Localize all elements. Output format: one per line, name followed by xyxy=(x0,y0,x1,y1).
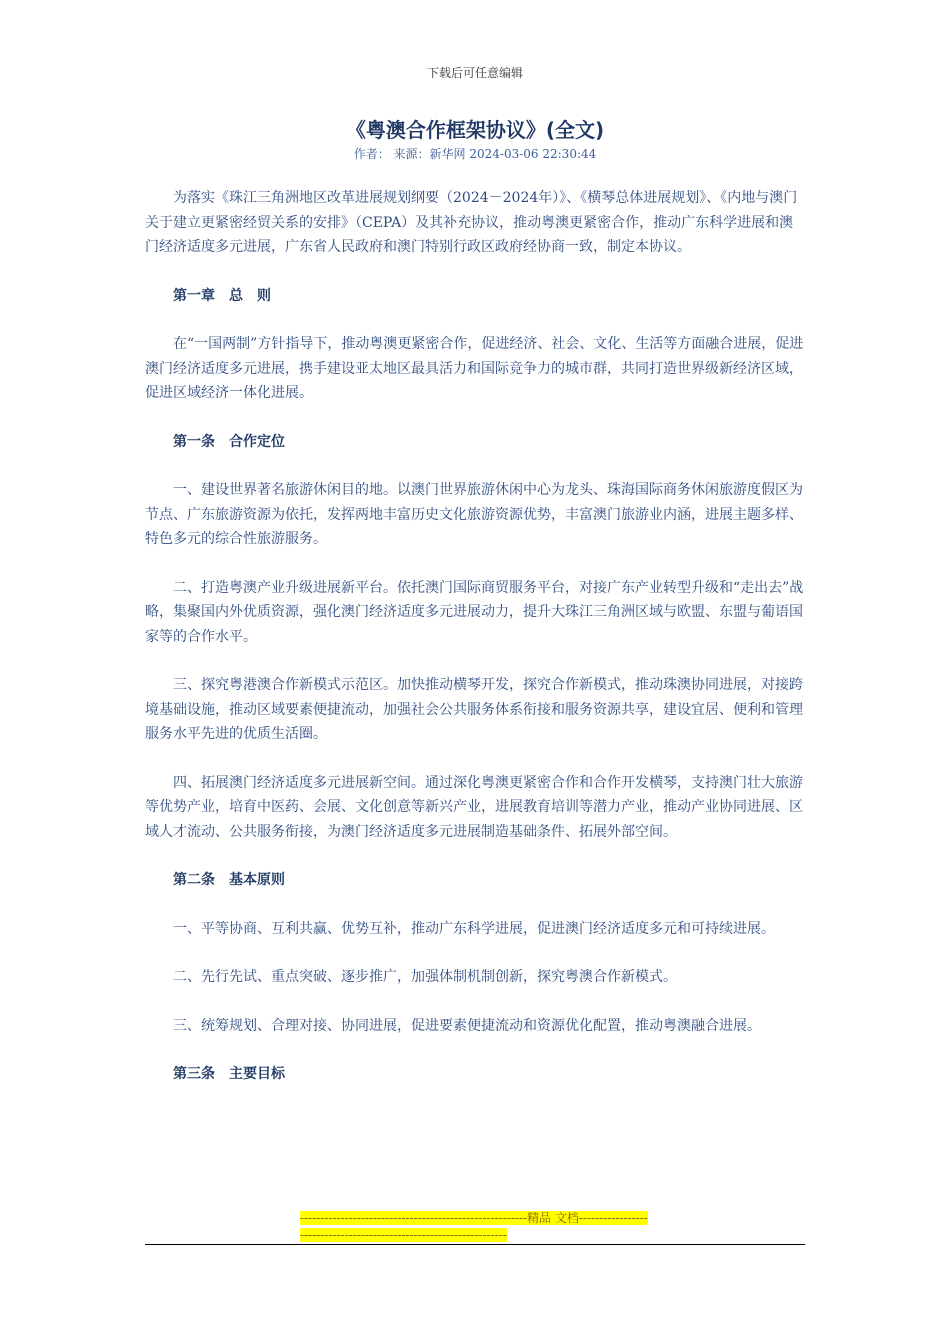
document-meta: 作者： 来源：新华网 2024-03-06 22:30:44 xyxy=(353,147,597,161)
document-title: 《粤澳合作框架协议》(全文) xyxy=(345,118,605,142)
general-paragraph: 在“一国两制”方针指导下，推动粤澳更紧密合作，促进经济、社会、文化、生活等方面融合进展，促进澳门经济适度多元进展，携手建设亚太地区最具活力和国际竞争力的城市群，共同打造世界级新经济区域，促进区域经济一体化进展。 xyxy=(145,336,804,401)
article-2-item-1: 一、平等协商、互利共赢、优势互补，推动广东科学进展，促进澳门经济适度多元和可持续进展。 xyxy=(173,920,775,937)
article-1-item-1: 一、建设世界著名旅游休闲目的地。以澳门世界旅游休闲中心为龙头、珠海国际商务休闲旅游度假区为节点、广东旅游资源为依托，发挥两地丰富历史文化旅游资源优势，丰富澳门旅游业内涵，进展主题多样、特色多元的综合性旅游服务。 xyxy=(145,482,803,547)
top-note: 下载后可任意编辑 xyxy=(426,66,523,80)
article-1-item-2: 二、打造粤澳产业升级进展新平台。依托澳门国际商贸服务平台，对接广东产业转型升级和“走出去”战略，集聚国内外优质资源，强化澳门经济适度多元进展动力，提升大珠江三角洲区域与欧盟、东盟与葡语国家等的合作水平。 xyxy=(145,579,804,645)
footer-watermark-text: --------------------------------------------------------精品 文档-------------------------------------------------------------------- xyxy=(300,1211,648,1242)
article-heading-3: 第三条 主要目标 xyxy=(173,1066,285,1082)
footer-divider xyxy=(145,1244,805,1245)
article-heading-1: 第一条 合作定位 xyxy=(173,433,285,450)
footer-watermark xyxy=(300,1210,650,1244)
article-2-item-2: 二、先行先试、重点突破、逐步推广，加强体制机制创新，探究粤澳合作新模式。 xyxy=(173,969,677,985)
article-1-item-4: 四、拓展澳门经济适度多元进展新空间。通过深化粤澳更紧密合作和合作开发横琴，支持澳门壮大旅游等优势产业，培育中医药、会展、文化创意等新兴产业，进展教育培训等潜力产业，推动产业协同进展、区域人才流动、公共服务衔接，为澳门经济适度多元进展制造基础条件、拓展外部空间。 xyxy=(145,774,803,840)
intro-paragraph: 为落实《珠江三角洲地区改革进展规划纲要（2024－2024年）》、《横琴总体进展规划》、《内地与澳门关于建立更紧密经贸关系的安排》（CEPA）及其补充协议，推动粤澳更紧密合作，推动广东科学进展和澳门经济适度多元进展，广东省人民政府和澳门特别行政区政府经协商一致，制定本协议。 xyxy=(145,190,798,255)
chapter-heading-general: 第一章 总 则 xyxy=(173,287,271,304)
document-body xyxy=(145,186,805,1111)
article-2-item-3: 三、统筹规划、合理对接、协同进展，促进要素便捷流动和资源优化配置，推动粤澳融合进展。 xyxy=(173,1017,761,1034)
article-heading-2: 第二条 基本原则 xyxy=(173,872,285,888)
article-1-item-3: 三、探究粤港澳合作新模式示范区。加快推动横琴开发，探究合作新模式，推动珠澳协同进展，对接跨境基础设施，推动区域要素便捷流动，加强社会公共服务体系衔接和服务资源共享，建设宜居、便利和管理服务水平先进的优质生活圈。 xyxy=(145,677,803,742)
